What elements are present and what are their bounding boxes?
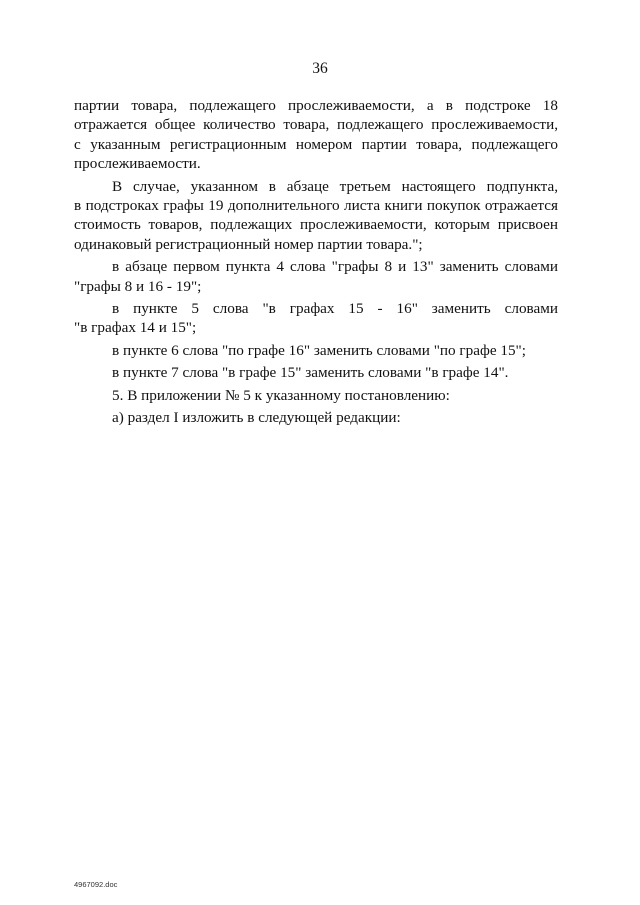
text-line: партии товара, подлежащего прослеживаемости, а в подстроке 18 bbox=[74, 97, 558, 114]
text-line: в пункте 6 слова "по графе 16" заменить словами "по графе 15"; bbox=[112, 341, 526, 359]
text-line: отражается общее количество товара, подлежащего прослеживаемости, bbox=[74, 116, 558, 134]
page-number: 36 bbox=[312, 60, 328, 77]
text-line: "графы 8 и 16 - 19"; bbox=[74, 277, 202, 295]
text-line: 5. В приложении № 5 к указанному постановлению: bbox=[112, 386, 450, 404]
text-line: в абзаце первом пункта 4 слова "графы 8 и 13" заменить словами bbox=[112, 258, 558, 276]
text-line: в пункте 5 слова "в графах 15 - 16" заменить словами bbox=[112, 300, 558, 318]
text-line: а) раздел I изложить в следующей редакции: bbox=[112, 409, 401, 427]
document-body bbox=[74, 96, 558, 428]
text-line: в пункте 7 слова "в графе 15" заменить словами "в графе 14". bbox=[112, 364, 509, 382]
text-line: в подстроках графы 19 дополнительного листа книги покупок отражается bbox=[74, 197, 558, 215]
text-line: "в графах 14 и 15"; bbox=[74, 319, 197, 337]
text-line: В случае, указанном в абзаце третьем настоящего подпункта, bbox=[112, 177, 558, 195]
text-line: стоимость товаров, подлежащих прослеживаемости, которым присвоен bbox=[74, 216, 558, 234]
text-line: одинаковый регистрационный номер партии товара."; bbox=[74, 235, 423, 253]
text-line: прослеживаемости. bbox=[74, 155, 201, 173]
text-line: с указанным регистрационным номером партии товара, подлежащего bbox=[74, 135, 558, 153]
file-name-footer: 4967092.doc bbox=[74, 880, 118, 889]
